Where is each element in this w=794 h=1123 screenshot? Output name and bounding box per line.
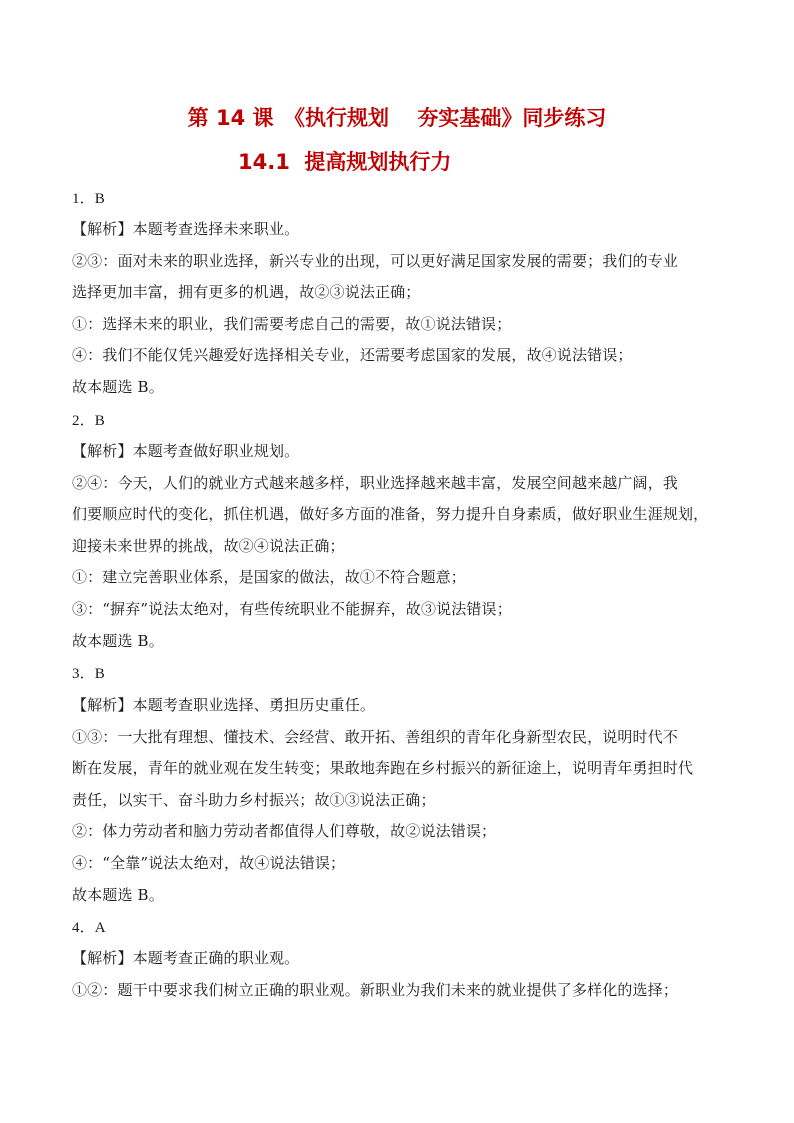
text-line: ③：“摒弃”说法太绝对，有些传统职业不能摒弃，故③说法错误； <box>72 600 512 618</box>
analysis-line: 【解析】本题考查正确的职业观。 <box>72 949 300 967</box>
text-line: 断在发展，青年的就业观在发生转变；果敢地奔跑在乡村振兴的新征途上，说明青年勇担时代 <box>72 759 694 777</box>
text-line: ②④：今天，人们的就业方式越来越多样，职业选择越来越丰富，发展空间越来越广阔，我 <box>72 474 679 492</box>
text-line: 选择更加丰富，拥有更多的机遇，故②③说法正确； <box>72 283 421 301</box>
analysis-line: 【解析】本题考查职业选择、勇担历史重任。 <box>72 696 376 714</box>
text-line: 故本题选 B。 <box>72 886 164 904</box>
text-line: ①②：题干中要求我们树立正确的职业观。新职业为我们未来的就业提供了多样化的选择； <box>72 981 679 999</box>
section-subtitle: 14.1 提高规划执行力 <box>238 150 452 174</box>
text-line: 故本题选 B。 <box>72 632 164 650</box>
text-line: ②③：面对未来的职业选择，新兴专业的出现，可以更好满足国家发展的需要；我们的专业 <box>72 252 679 270</box>
page-title: 第 14 课 《执行规划 夯实基础》同步练习 <box>187 106 607 130</box>
text-line: 们要顺应时代的变化，抓住机遇，做好多方面的准备，努力提升自身素质，做好职业生涯规划， <box>72 505 709 523</box>
text-line: ④：我们不能仅凭兴趣爱好选择相关专业，还需要考虑国家的发展，故④说法错误； <box>72 346 633 364</box>
text-line: ②：体力劳动者和脑力劳动者都值得人们尊敬，故②说法错误； <box>72 822 497 840</box>
answer-line: 2．B <box>72 413 105 429</box>
text-line: ①③：一大批有理想、懂技术、会经营、敢开拓、善组织的青年化身新型农民，说明时代不 <box>72 728 679 746</box>
text-line: 责任，以实干、奋斗助力乡村振兴；故①③说法正确； <box>72 791 436 809</box>
analysis-line: 【解析】本题考查选择未来职业。 <box>72 220 300 238</box>
text-line: ①：选择未来的职业，我们需要考虑自己的需要，故①说法错误； <box>72 315 512 333</box>
text-line: 故本题选 B。 <box>72 378 164 396</box>
analysis-line: 【解析】本题考查做好职业规划。 <box>72 442 300 460</box>
answer-line: 4．A <box>72 920 106 936</box>
text-line: ①：建立完善职业体系，是国家的做法，故①不符合题意； <box>72 568 466 586</box>
answer-line: 3．B <box>72 666 105 682</box>
answer-line: 1．B <box>72 191 105 207</box>
text-line: ④：“全靠”说法太绝对，故④说法错误； <box>72 854 346 872</box>
text-line: 迎接未来世界的挑战，故②④说法正确； <box>72 537 345 555</box>
